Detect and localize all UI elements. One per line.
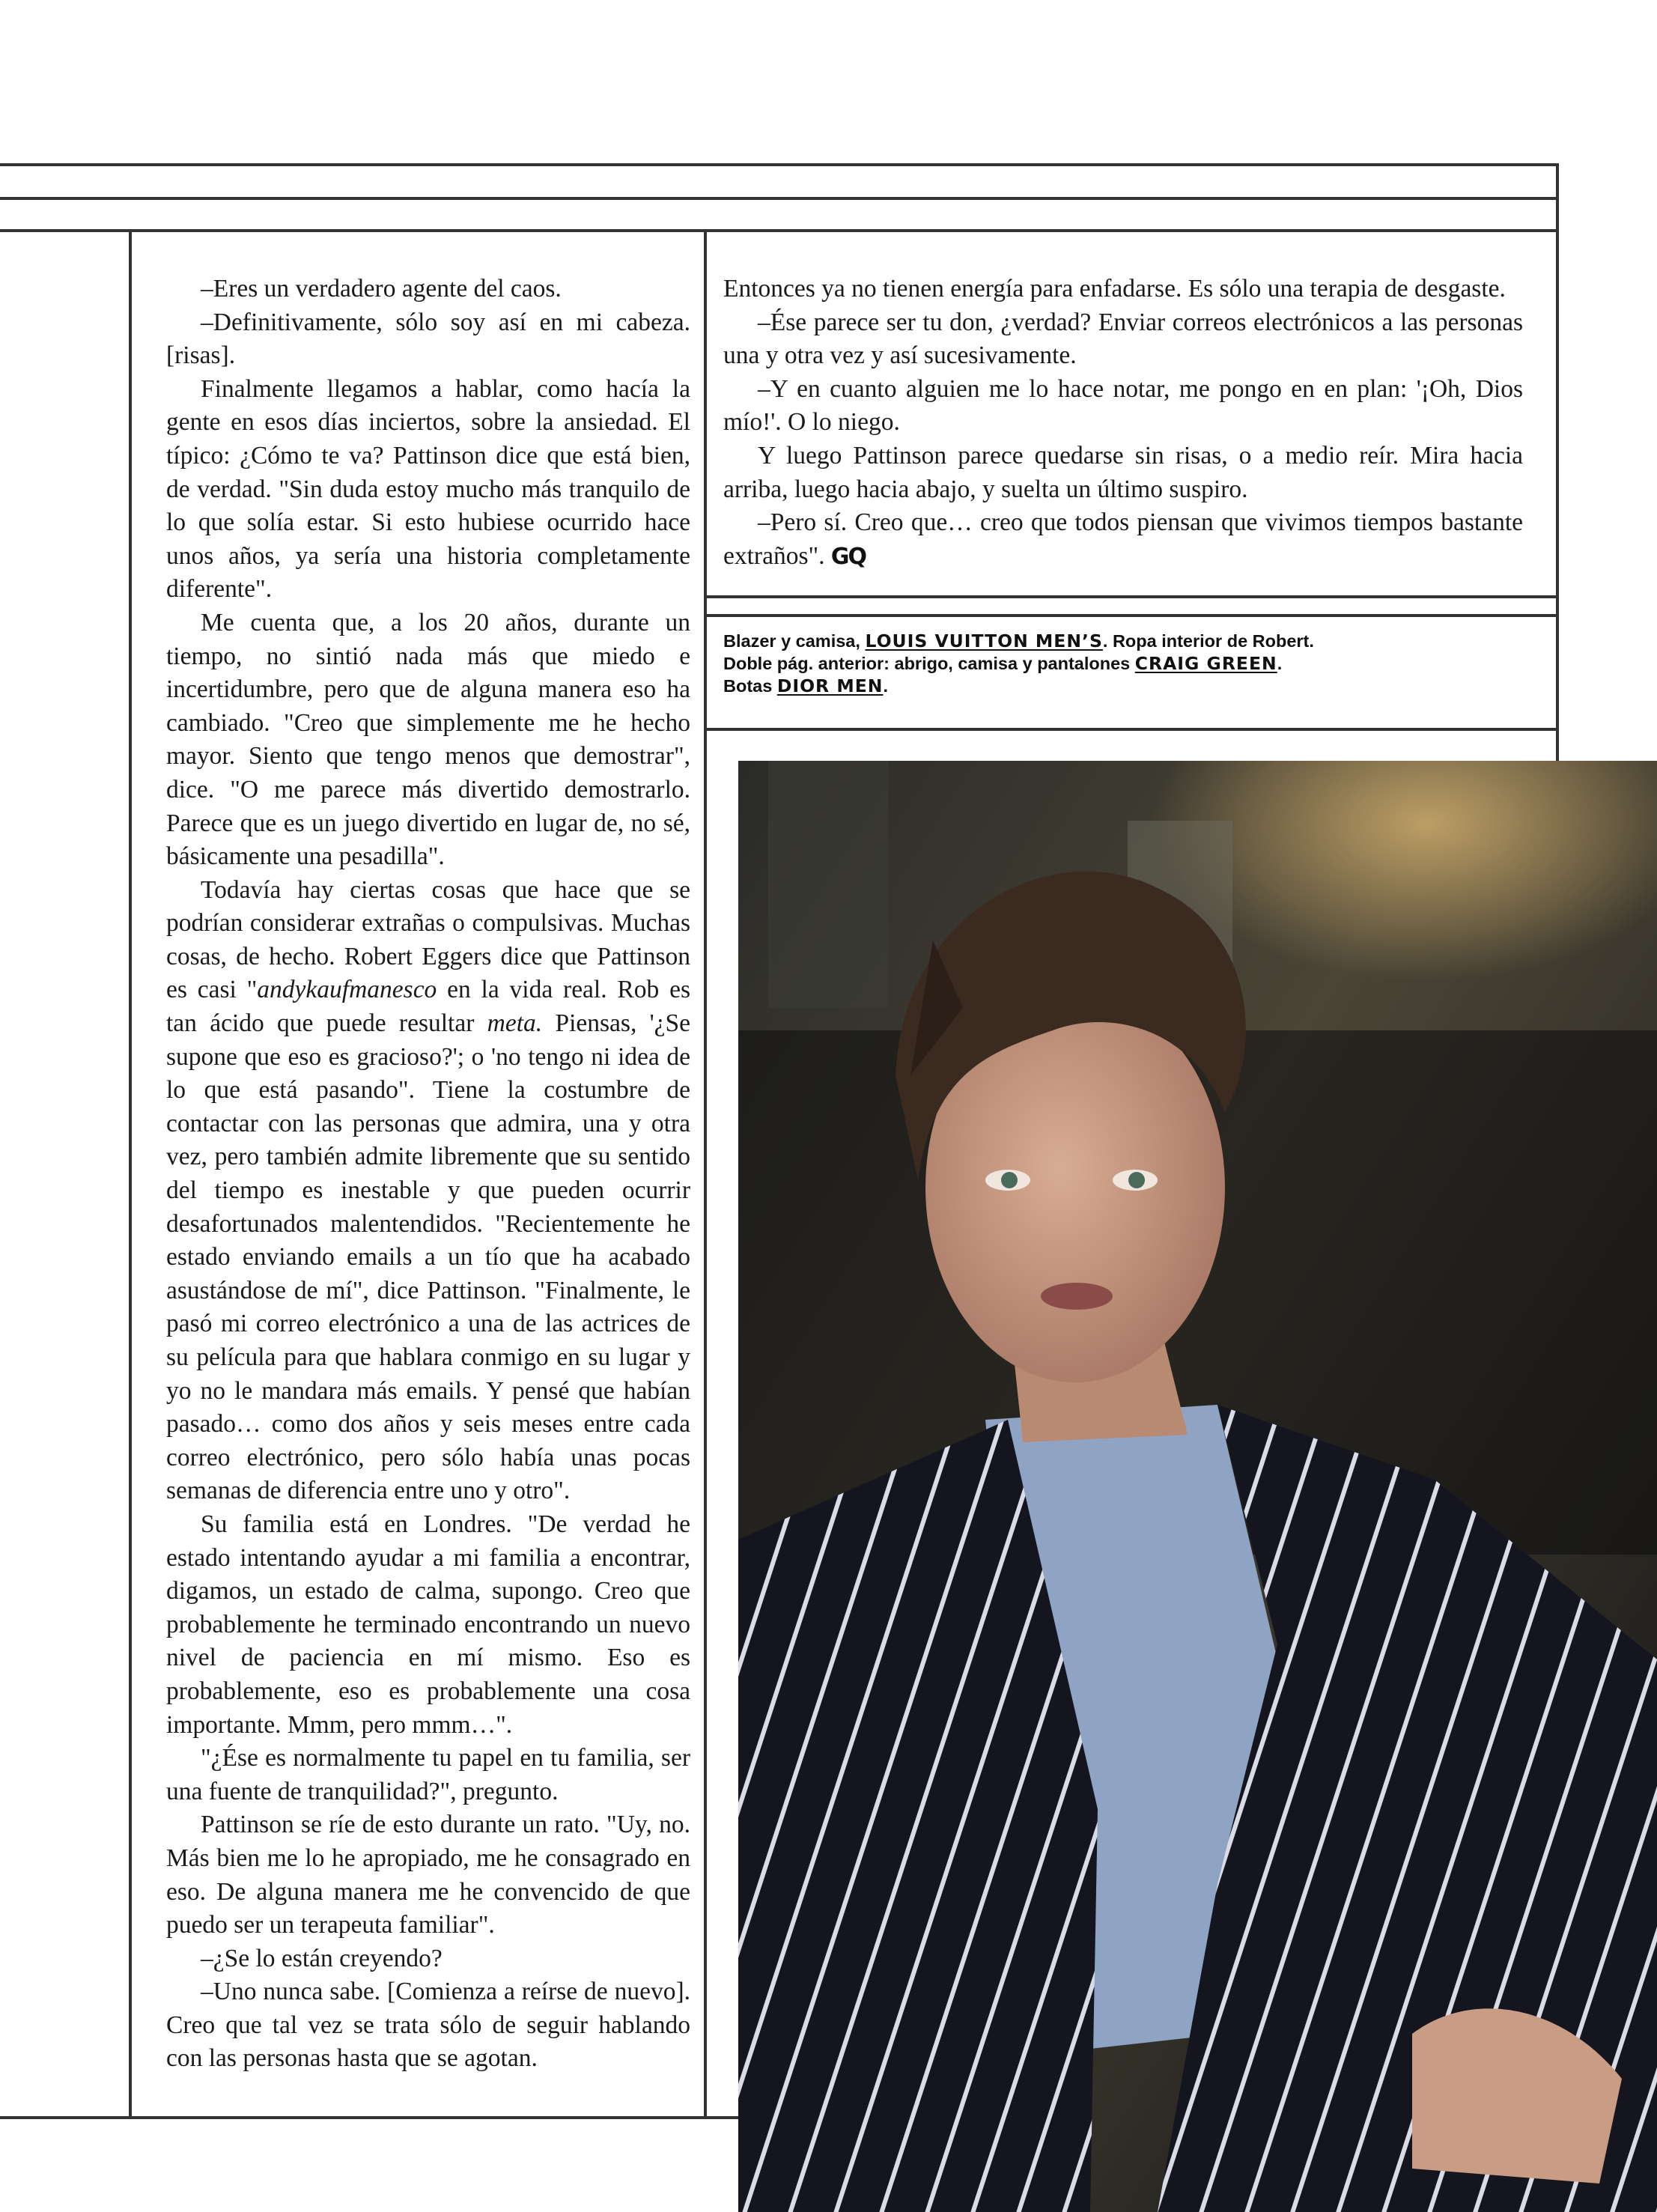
caption-text: . Ropa interior de Robert. xyxy=(1102,631,1314,651)
brand-name: CRAIG GREEN xyxy=(1134,653,1277,674)
brand-name: LOUIS VUITTON MEN’S xyxy=(865,631,1103,651)
article-left-column xyxy=(166,273,690,2076)
paragraph-eggers xyxy=(166,874,690,1508)
caption-text: Blazer y camisa, xyxy=(723,631,866,651)
caption-text: . xyxy=(1277,654,1283,673)
paragraph: Su familia está en Londres. "De verdad he estado intentando ayudar a mi familia a encontrar, digamos, un estado de calma, supongo. Creo que probablemente he terminado encontrando un nuevo nivel de paciencia en mí mismo. Eso es probablemente, eso es probablemente una cosa importante. Mmm, pero mmm…". xyxy=(166,1510,690,1739)
caption-line xyxy=(723,630,1547,652)
caption-line xyxy=(723,675,1547,697)
text-box-bottom-rule xyxy=(704,595,1559,598)
italic-run: andykaufmanesco xyxy=(257,976,437,1004)
text-run: en la vida real. Rob es tan ácido que puede resultar xyxy=(166,976,690,1038)
paragraph: –¿Se lo están creyendo? xyxy=(201,1944,443,1972)
paragraph: –Definitivamente, sólo soy así en mi cabeza. [risas]. xyxy=(166,308,690,370)
paragraph: Y luego Pattinson parece quedarse sin risas, o a medio reír. Mira hacia arriba, luego hacia abajo, y suelta un último suspiro. xyxy=(723,441,1523,503)
frame-right-edge xyxy=(1556,163,1559,762)
text-run: Todavía hay ciertas cosas que hace que se podrían considerar extrañas o compulsivas. Muchas cosas, de hecho. Robert Eggers dice que Pattinson es casi " xyxy=(166,875,690,1004)
paragraph: –Y en cuanto alguien me lo hace notar, me pongo en en plan: '¡Oh, Dios mío!'. O lo niego. xyxy=(723,374,1523,437)
text-run: –Pero sí. Creo que… creo que todos piensan que vivimos tiempos bastante extraños". xyxy=(723,508,1523,570)
gq-end-logo: GQ xyxy=(830,543,866,570)
caption-bottom-rule xyxy=(704,728,1559,731)
paragraph: Pattinson se ríe de esto durante un rato. "Uy, no. Más bien me lo he apropiado, me he consagrado en eso. De alguna manera me he convencido de que puedo ser un terapeuta familiar". xyxy=(166,1811,690,1939)
caption-top-rule xyxy=(704,614,1559,617)
paragraph: Finalmente llegamos a hablar, como hacía la gente en esos días inciertos, sobre la ansiedad. El típico: ¿Cómo te va? Pattinson dice que está bien, de verdad. "Sin duda estoy mucho más tranquilo de lo que solía estar. Si esto hubiese ocurrido hace unos años, ya sería una historia completamente diferente". xyxy=(166,374,690,604)
portrait-illustration xyxy=(738,761,1657,2212)
paragraph: –Uno nunca sabe. [Comienza a reírse de nuevo]. Creo que tal vez se trata sólo de seguir hablando con las personas hasta que se agotan. xyxy=(166,1978,690,2073)
caption-text: . xyxy=(883,676,888,696)
top-rule-2 xyxy=(0,197,1559,200)
top-rule-1 xyxy=(0,163,1559,166)
column-divider-middle xyxy=(704,229,707,2119)
top-rule-3 xyxy=(0,229,1559,232)
bottom-rule xyxy=(0,2116,741,2119)
article-right-column xyxy=(723,273,1523,574)
final-paragraph xyxy=(723,506,1523,574)
brand-name: DIOR MEN xyxy=(776,675,884,696)
caption-text: Botas xyxy=(723,676,777,696)
column-divider-left xyxy=(129,229,132,2119)
photo-caption xyxy=(723,630,1547,697)
paragraph: Entonces ya no tienen energía para enfadarse. Es sólo una terapia de desgaste. xyxy=(723,275,1506,303)
paragraph: –Ése parece ser tu don, ¿verdad? Enviar correos electrónicos a las personas una y otra vez y así sucesivamente. xyxy=(723,308,1523,370)
caption-line xyxy=(723,652,1547,675)
paragraph: –Eres un verdadero agente del caos. xyxy=(201,275,562,303)
portrait-photo xyxy=(738,761,1657,2212)
italic-run: meta. xyxy=(487,1009,543,1038)
caption-text: Doble pág. anterior: abrigo, camisa y pantalones xyxy=(723,654,1135,673)
paragraph: "¿Ése es normalmente tu papel en tu familia, ser una fuente de tranquilidad?", pregunto. xyxy=(166,1744,690,1805)
text-run: Piensas, '¿Se supone que eso es gracioso?'; o 'no tengo ni idea de lo que está pasando". Tiene la costumbre de contactar con las personas que admira, una y otra vez, pero también admite libremente que su sentido del tiempo es inestable y que pueden ocurrir desafortunados malentendidos. "Recientemente he estado enviando emails a un tío que ha acabado asustándose de mí", dice Pattinson. "Finalmente, le pasó mi correo electrónico a una de las actrices de su película para que hablara conmigo en su lugar y yo no le mandara más emails. Y pensé que habían pasado… como dos años y seis meses entre cada correo electrónico, pero sólo había unas pocas semanas de diferencia entre uno y otro". xyxy=(166,1009,691,1505)
paragraph: Me cuenta que, a los 20 años, durante un tiempo, no sintió nada más que miedo e incertidumbre, pero que de alguna manera eso ha cambiado. "Creo que simplemente me he hecho mayor. Siento que tengo menos que demostrar", dice. "O me parece más divertido demostrarlo. Parece que es un juego divertido en lugar de, no sé, básicamente una pesadilla". xyxy=(166,608,690,871)
